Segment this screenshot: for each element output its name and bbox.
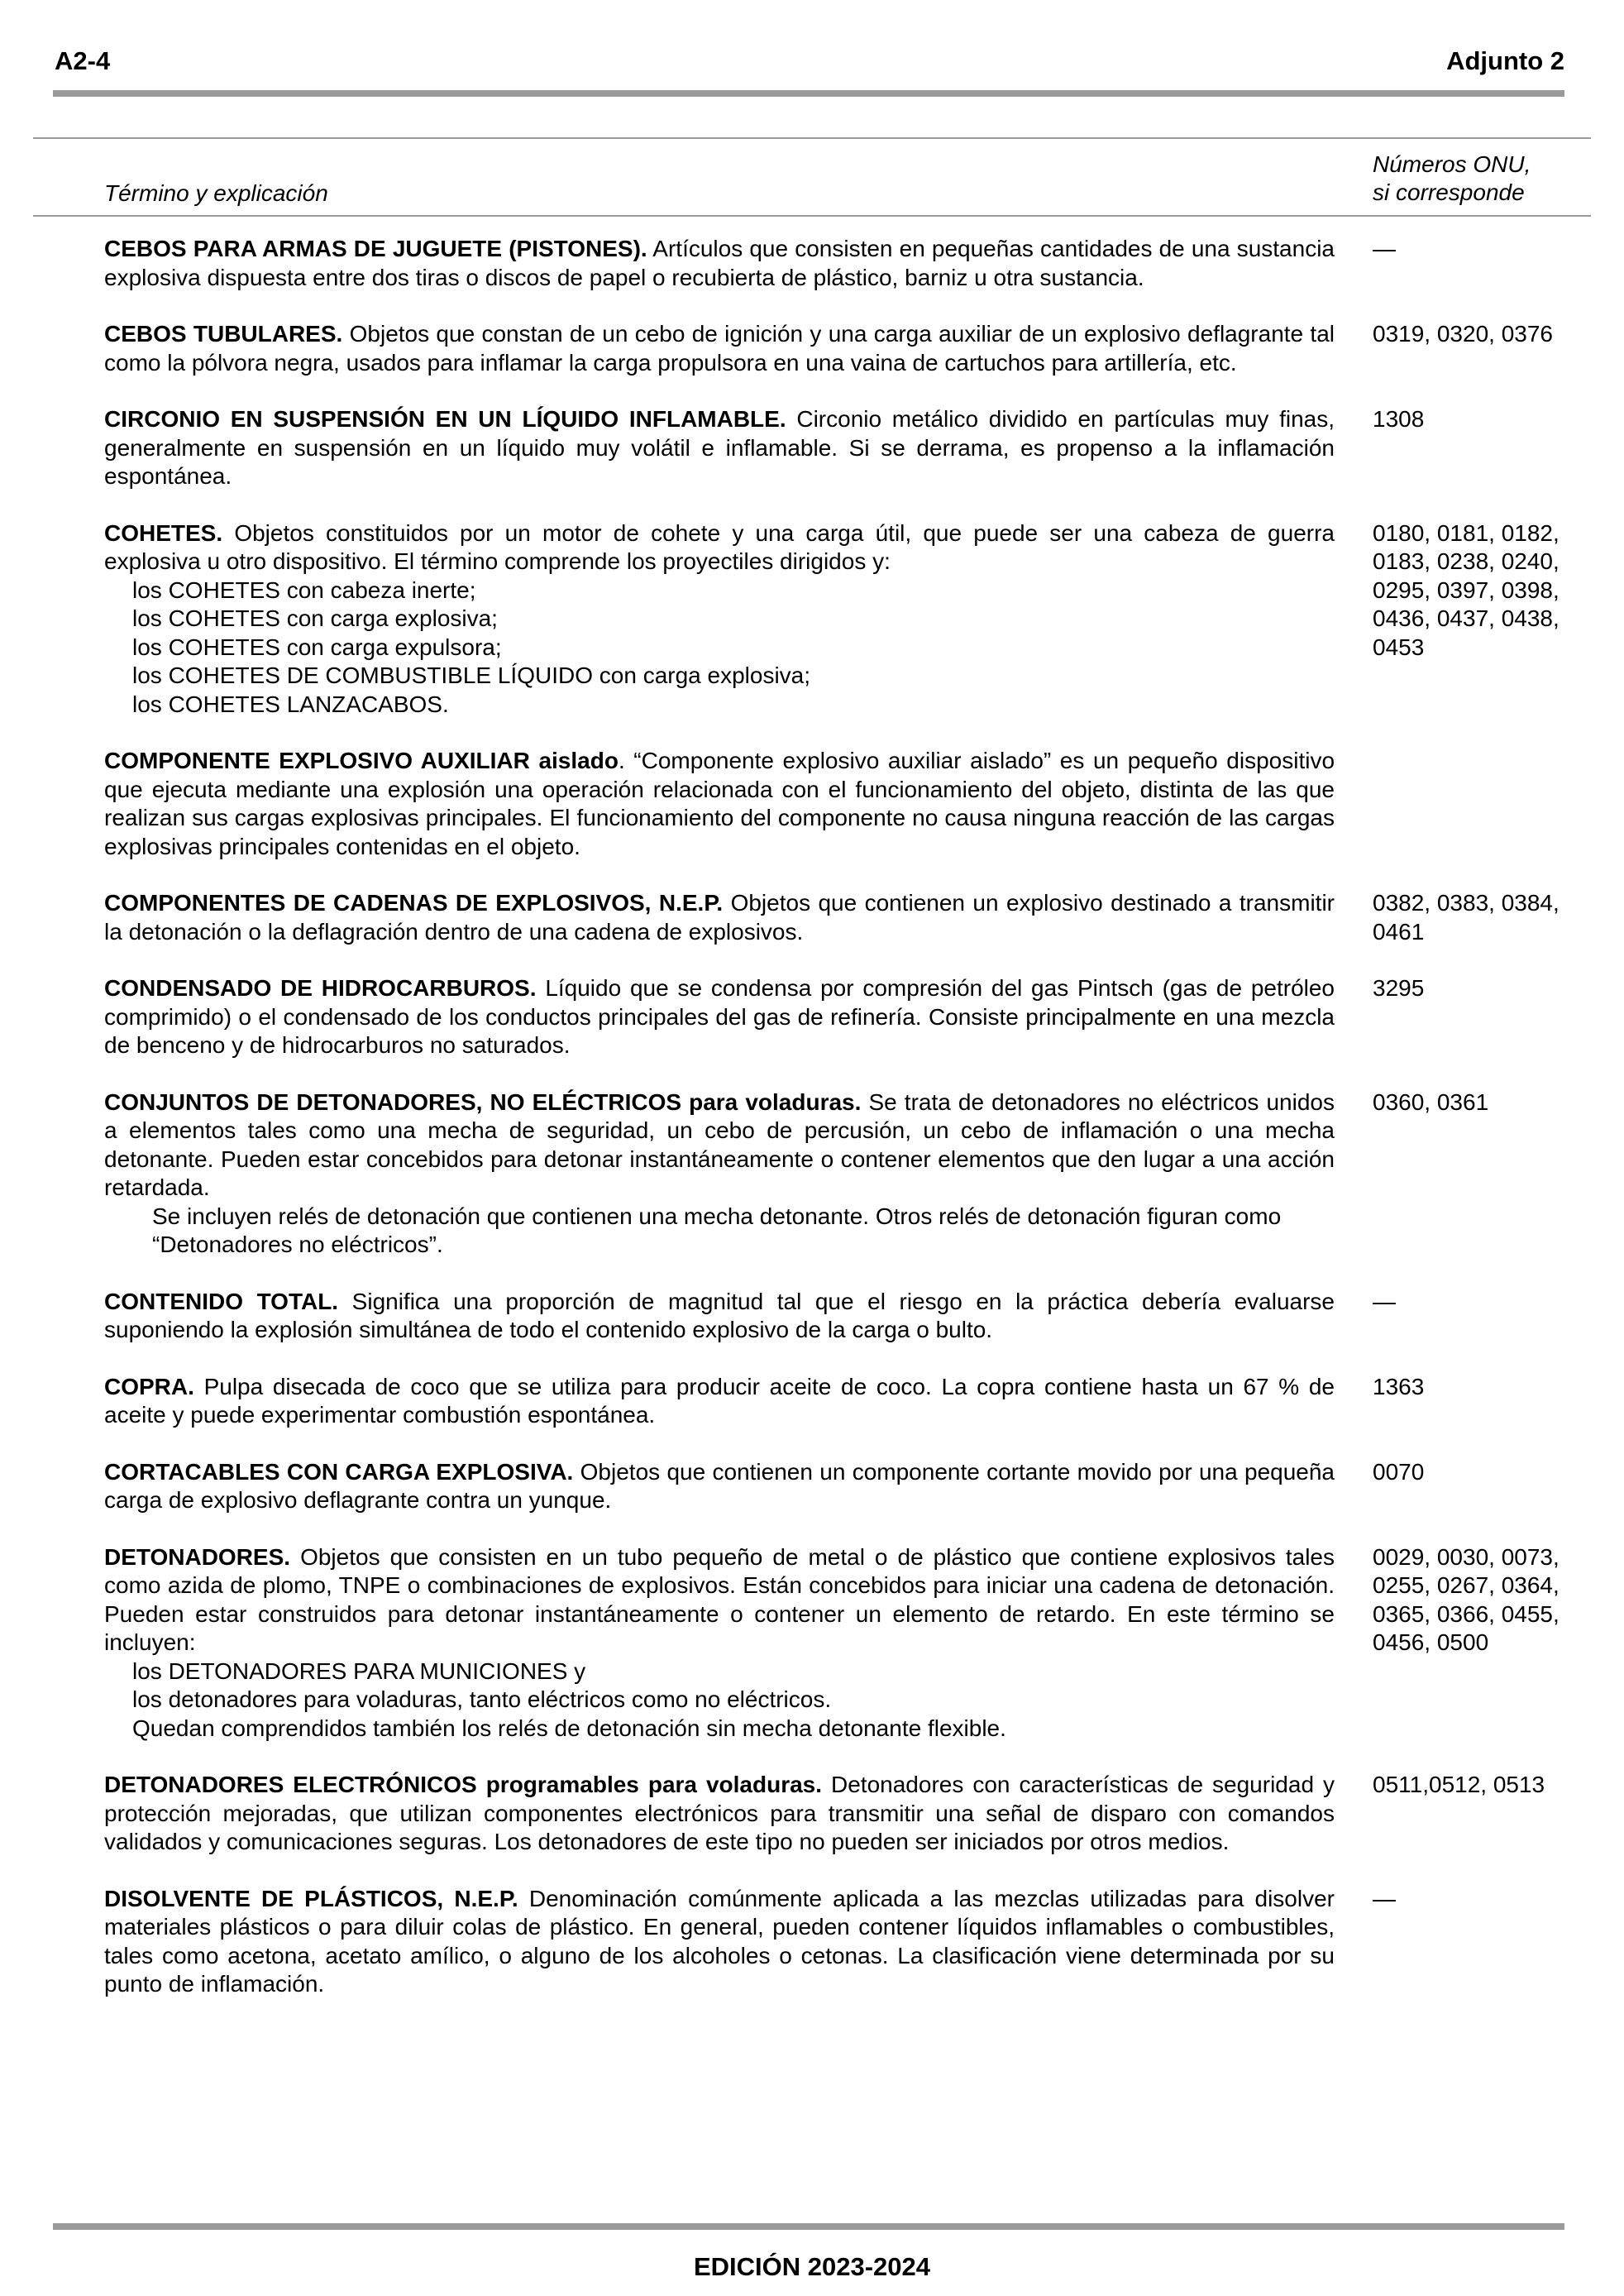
entry-term: COMPONENTE EXPLOSIVO AUXILIAR aislado bbox=[104, 748, 619, 773]
entry-sub-item: los COHETES LANZACABOS. bbox=[132, 691, 449, 717]
glossary-entry bbox=[0, 1288, 1624, 1345]
entry-sub-item: los COHETES con cabeza inerte; bbox=[132, 576, 476, 603]
entry-un-numbers: — bbox=[1373, 1288, 1396, 1314]
entry-description: Objetos que contienen un explosivo destinado a transmitir la detonación o la deflagración dentro de una cadena de explosivos. bbox=[104, 890, 1335, 945]
glossary-entry bbox=[0, 889, 1624, 946]
un-column-header-line: Números ONU, bbox=[1373, 151, 1531, 177]
entry-text bbox=[104, 1288, 1335, 1345]
entry-text bbox=[104, 1543, 1335, 1744]
glossary-entry bbox=[0, 1088, 1624, 1260]
entry-text bbox=[104, 405, 1335, 491]
glossary-entry bbox=[0, 1458, 1624, 1515]
un-number-line: 0365, 0366, 0455, bbox=[1373, 1600, 1560, 1627]
glossary-entry bbox=[0, 1373, 1624, 1430]
entry-description: Objetos que constan de un cebo de ignición y una carga auxiliar de un explosivo deflagrante tal como la pólvora negra, usados para inflamar la carga propulsora en una vaina de cartuchos para artillería, etc. bbox=[104, 321, 1335, 375]
entry-un-numbers: 1363 bbox=[1373, 1373, 1425, 1399]
glossary-entry bbox=[0, 1885, 1624, 1999]
entry-term: COPRA. bbox=[104, 1373, 194, 1399]
entry-un-numbers: 3295 bbox=[1373, 975, 1425, 1001]
entry-sub-item: los COHETES con carga explosiva; bbox=[132, 605, 498, 631]
entry-term: CIRCONIO EN SUSPENSIÓN EN UN LÍQUIDO INFLAMABLE. bbox=[104, 406, 786, 432]
glossary-entry bbox=[0, 235, 1624, 292]
un-number-line: 0436, 0437, 0438, bbox=[1373, 605, 1560, 631]
entry-description: Objetos constituidos por un motor de cohete y una carga útil, que puede ser una cabeza de guerra explosiva u otro dispositivo. El término comprende los proyectiles dirigidos y: bbox=[104, 519, 1335, 574]
un-number-line: 0382, 0383, 0384, bbox=[1373, 890, 1560, 916]
entry-sub-item: los COHETES con carga expulsora; bbox=[132, 634, 502, 660]
entry-un-numbers: 0511,0512, 0513 bbox=[1373, 1772, 1545, 1797]
entry-term: CORTACABLES CON CARGA EXPLOSIVA. bbox=[104, 1458, 574, 1485]
entry-description: Objetos que consisten en un tubo pequeño de metal o de plástico que contiene explosivos tales como azida de plomo, TNPE o combinaciones de explosivos. Están concebidos para iniciar una cadena de detonación. Pueden estar construidos para detonar instantáneamente o contener un elemento de retardo. En este término se incluyen: bbox=[104, 1543, 1335, 1655]
un-number-line: 0255, 0267, 0364, bbox=[1373, 1572, 1560, 1598]
entry-un-numbers: — bbox=[1373, 1885, 1396, 1911]
entry-text bbox=[104, 1088, 1335, 1260]
entry-description: Pulpa disecada de coco que se utiliza para producir aceite de coco. La copra contiene hasta un 67 % de aceite y puede experimentar combustión espontánea. bbox=[104, 1373, 1335, 1428]
entry-term: CEBOS TUBULARES. bbox=[104, 321, 343, 347]
glossary-entry bbox=[0, 320, 1624, 377]
entry-un-numbers bbox=[1373, 889, 1588, 946]
entry-sub-item: los detonadores para voladuras, tanto eléctricos como no eléctricos. bbox=[132, 1686, 832, 1712]
entry-un-numbers bbox=[1373, 519, 1588, 662]
un-number-line: 0183, 0238, 0240, bbox=[1373, 548, 1560, 574]
entry-sub-item: Quedan comprendidos también los relés de detonación sin mecha detonante flexible. bbox=[132, 1715, 1006, 1741]
entry-term: DISOLVENTE DE PLÁSTICOS, N.E.P. bbox=[104, 1885, 518, 1911]
entry-text bbox=[104, 974, 1335, 1060]
un-number-line: 0453 bbox=[1373, 634, 1425, 660]
footer-divider bbox=[53, 2223, 1564, 2230]
entry-note: Se incluyen relés de detonación que contienen una mecha detonante. Otros relés de detonación figuran como “Detonadores no eléctricos”. bbox=[152, 1203, 1282, 1257]
entry-text bbox=[104, 889, 1335, 946]
entry-un-numbers bbox=[1373, 1543, 1588, 1657]
edition-footer: EDICIÓN 2023-2024 bbox=[693, 2252, 931, 2281]
entry-un-numbers: — bbox=[1373, 236, 1396, 261]
entry-term: COMPONENTES DE CADENAS DE EXPLOSIVOS, N.E.P. bbox=[104, 890, 724, 916]
glossary-entries bbox=[0, 235, 1624, 2027]
entry-description: Significa una proporción de magnitud tal que el riesgo en la práctica debería evaluarse suponiendo la explosión simultánea de todo el contenido explosivo de la carga o bulto. bbox=[104, 1288, 1335, 1342]
un-column-header-line: si corresponde bbox=[1373, 179, 1525, 205]
glossary-entry bbox=[0, 1771, 1624, 1857]
glossary-entry bbox=[0, 405, 1624, 491]
entry-term: DETONADORES. bbox=[104, 1543, 291, 1570]
page-header bbox=[55, 46, 1564, 86]
un-number-line: 0456, 0500 bbox=[1373, 1629, 1489, 1655]
entry-text bbox=[104, 1458, 1335, 1515]
glossary-entry bbox=[0, 519, 1624, 720]
entry-description: Detonadores con características de seguridad y protección mejoradas, que utilizan componentes electrónicos para transmitir una señal de disparo con comandos validados y comunicaciones seguras. Los detonadores de este tipo no pueden ser iniciados por otros medios. bbox=[104, 1772, 1335, 1854]
entry-sub-item: los DETONADORES PARA MUNICIONES y bbox=[132, 1657, 586, 1684]
entry-un-numbers: 0319, 0320, 0376 bbox=[1373, 321, 1553, 347]
entry-term: DETONADORES ELECTRÓNICOS programables para voladuras. bbox=[104, 1772, 823, 1797]
entry-text bbox=[104, 235, 1335, 292]
header-divider bbox=[53, 90, 1564, 97]
entry-description: Se trata de detonadores no eléctricos unidos a elementos tales como una mecha de seguridad, un cebo de percusión, un cebo de inflamación o una mecha detonante. Pueden estar concebidos para detonar instantáneamente o contener elementos que den lugar a una acción retardada. bbox=[104, 1088, 1335, 1200]
page-number: A2-4 bbox=[55, 46, 111, 75]
entry-text bbox=[104, 320, 1335, 377]
entry-text bbox=[104, 1885, 1335, 1999]
un-number-line: 0295, 0397, 0398, bbox=[1373, 576, 1560, 603]
entry-term: CONJUNTOS DE DETONADORES, NO ELÉCTRICOS para voladuras. bbox=[104, 1088, 862, 1115]
column-headers bbox=[33, 137, 1591, 217]
entry-text bbox=[104, 747, 1335, 861]
annex-title: Adjunto 2 bbox=[1446, 46, 1564, 75]
entry-term: CEBOS PARA ARMAS DE JUGUETE (PISTONES). bbox=[104, 236, 647, 261]
un-number-line: 0029, 0030, 0073, bbox=[1373, 1543, 1560, 1570]
entry-description: Denominación comúnmente aplicada a las mezclas utilizadas para disolver materiales plásticos o para diluir colas de plástico. En general, pueden contener líquidos inflamables o combustibles, tales como acetona, acetato amílico, o alguno de los alcoholes o cetonas. La clasificación viene determinada por su punto de inflamación. bbox=[104, 1885, 1335, 1997]
entry-description: . “Componente explosivo auxiliar aislado” es un pequeño dispositivo que ejecuta mediante una explosión una operación relacionada con el funcionamiento del objeto, distinta de las que realizan sus cargas explosivas principales. El funcionamiento del componente no causa ninguna reacción de las cargas explosivas principales contenidas en el objeto. bbox=[104, 748, 1335, 859]
glossary-entry bbox=[0, 974, 1624, 1060]
entry-description: Objetos que contienen un componente cortante movido por una pequeña carga de explosivo deflagrante contra un yunque. bbox=[104, 1458, 1335, 1513]
entry-text bbox=[104, 1373, 1335, 1430]
un-number-line: 0461 bbox=[1373, 918, 1425, 945]
entry-description: Artículos que consisten en pequeñas cantidades de una sustancia explosiva dispuesta entre dos tiras o discos de papel o recubierta de plástico, barniz u otra sustancia. bbox=[104, 236, 1335, 290]
un-number-line: 0180, 0181, 0182, bbox=[1373, 519, 1560, 546]
entry-sub-item: los COHETES DE COMBUSTIBLE LÍQUIDO con carga explosiva; bbox=[132, 662, 811, 688]
entry-un-numbers: 0070 bbox=[1373, 1458, 1425, 1485]
entry-un-numbers: 1308 bbox=[1373, 406, 1425, 432]
term-column-header: Término y explicación bbox=[104, 180, 328, 206]
entry-description: Circonio metálico dividido en partículas muy finas, generalmente en suspensión en un líquido muy volátil e inflamable. Si se derrama, es propenso a la inflamación espontánea. bbox=[104, 406, 1335, 489]
entry-text bbox=[104, 519, 1335, 720]
entry-term: COHETES. bbox=[104, 519, 223, 546]
entry-description: Líquido que se condensa por compresión del gas Pintsch (gas de petróleo comprimido) o el condensado de los conductos principales del gas de refinería. Consiste principalmente en una mezcla de benceno y de hidrocarburos no saturados. bbox=[104, 975, 1335, 1058]
glossary-entry bbox=[0, 1543, 1624, 1744]
entry-text bbox=[104, 1771, 1335, 1857]
entry-term: CONTENIDO TOTAL. bbox=[104, 1288, 339, 1314]
entry-term: CONDENSADO DE HIDROCARBUROS. bbox=[104, 975, 537, 1001]
glossary-entry bbox=[0, 747, 1624, 861]
un-column-header bbox=[1373, 151, 1531, 207]
entry-un-numbers: 0360, 0361 bbox=[1373, 1088, 1489, 1115]
